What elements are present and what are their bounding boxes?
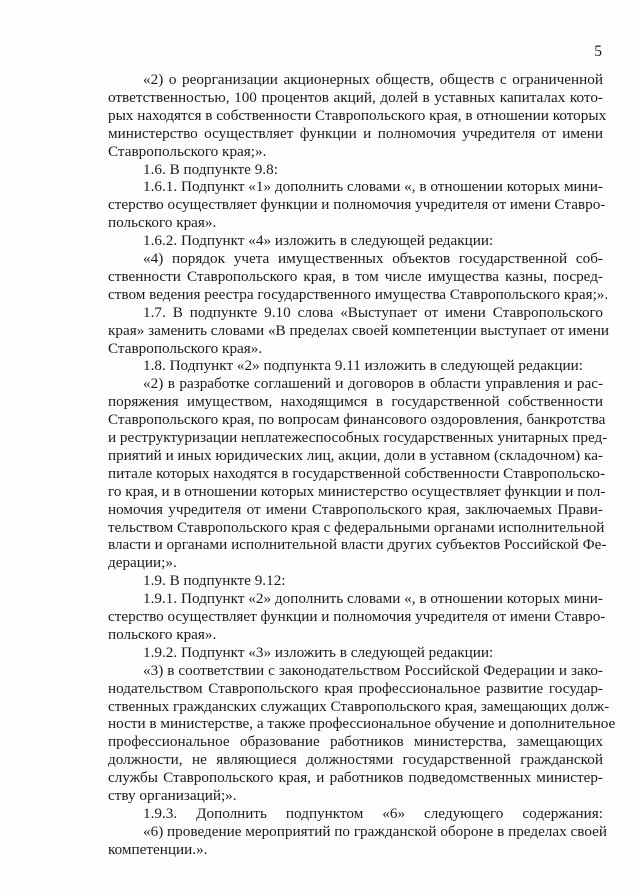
text-line: министерство осуществляет функции и полномочия учредителя от имени — [108, 124, 603, 142]
text-line: стерство осуществляет функции и полномочия учредителя от имени Ставро- — [108, 608, 606, 625]
text-line: ности в министерстве, а также профессиональное обучение и дополнительное — [108, 715, 616, 733]
text-line: 1.6.1. Подпункт «1» дополнить словами «, в отношении которых мини- — [143, 178, 603, 196]
text-line: ству организаций;». — [108, 787, 237, 804]
text-line: приятий и иных юридических лиц, акции, доли в уставном (складочном) ка- — [108, 446, 603, 464]
text-line: дерации;». — [108, 554, 177, 572]
text-line: и реструктуризации неплатежеспособных государственных унитарных пред- — [108, 429, 608, 446]
text-line: нодательством Ставропольского края профессиональное развитие государ- — [108, 679, 603, 697]
text-line: компетенции.». — [108, 840, 208, 858]
text-line: ственных гражданских служащих Ставропольского края, замещающих долж- — [108, 697, 610, 715]
text-line: Ставропольского края;». — [108, 142, 267, 160]
text-line: го края, и в отношении которых министерство осуществляет функции и пол- — [108, 482, 606, 500]
text-line: Ставропольского края». — [108, 339, 263, 357]
text-line: 1.9.3. Дополнить подпунктом «6» следующего содержания: — [143, 804, 603, 822]
text-line: 1.9.2. Подпункт «3» изложить в следующей редакции: — [143, 643, 494, 661]
text-line: «2) о реорганизации акционерных обществ, обществ с ограниченной — [143, 71, 603, 88]
text-line: службы Ставропольского края, и работников подведомственных министер- — [108, 769, 603, 787]
text-line: 1.9. В подпункте 9.12: — [143, 572, 286, 590]
text-line: ством ведения реестра государственного имущества Ставропольского края;». — [108, 285, 609, 303]
text-line: Ставропольского края, по вопросам финансового оздоровления, банкротства — [108, 411, 606, 429]
text-line: поряжения имуществом, находящимся в государственной собственности — [108, 393, 603, 411]
text-line: 1.6.2. Подпункт «4» изложить в следующей редакции: — [143, 232, 494, 250]
text-line: рых находятся в собственности Ставропольского края, в отношении которых — [108, 106, 607, 124]
text-line: ственности Ставропольского края, в том числе имущества казны, посред- — [108, 267, 603, 285]
text-line: «6) проведение мероприятий по гражданской обороне в пределах своей — [143, 822, 607, 840]
text-line: ответственностью, 100 процентов акций, долей в уставных капиталах кото- — [108, 88, 603, 106]
text-line: 1.7. В подпункте 9.10 слова «Выступает от имени Ставропольского — [143, 303, 603, 321]
text-line: питале которых находятся в государственной собственности Ставропольско- — [108, 464, 606, 482]
text-line: «2) в разработке соглашений и договоров в области управления и рас- — [143, 375, 603, 393]
text-line: власти и органами исполнительной власти других субъектов Российской Фе- — [108, 536, 607, 554]
page-number: 5 — [594, 43, 602, 60]
text-line: «4) порядок учета имущественных объектов государственной соб- — [143, 250, 603, 267]
text-line: должности, не являющиеся должностями государственной гражданской — [108, 751, 603, 769]
text-line: 1.6. В подпункте 9.8: — [143, 160, 278, 178]
text-line: стерство осуществляет функции и полномочия учредителя от имени Ставро- — [108, 196, 606, 214]
text-line: польского края». — [108, 625, 217, 643]
text-line: профессиональное образование работников министерства, замещающих — [108, 733, 603, 751]
text-line: края» заменить словами «В пределах своей компетенции выступает от имени — [108, 321, 610, 339]
text-line: тельством Ставропольского края с федеральными органами исполнительной — [108, 518, 605, 536]
text-line: номочия учредителя от имени Ставропольского края, заключаемых Прави- — [108, 500, 603, 518]
text-line: «3) в соответствии с законодательством Российской Федерации и зако- — [143, 661, 603, 679]
text-line: польского края». — [108, 214, 217, 232]
text-line: 1.9.1. Подпункт «2» дополнить словами «, в отношении которых мини- — [143, 590, 603, 608]
text-line: 1.8. Подпункт «2» подпункта 9.11 изложить в следующей редакции: — [143, 357, 584, 375]
